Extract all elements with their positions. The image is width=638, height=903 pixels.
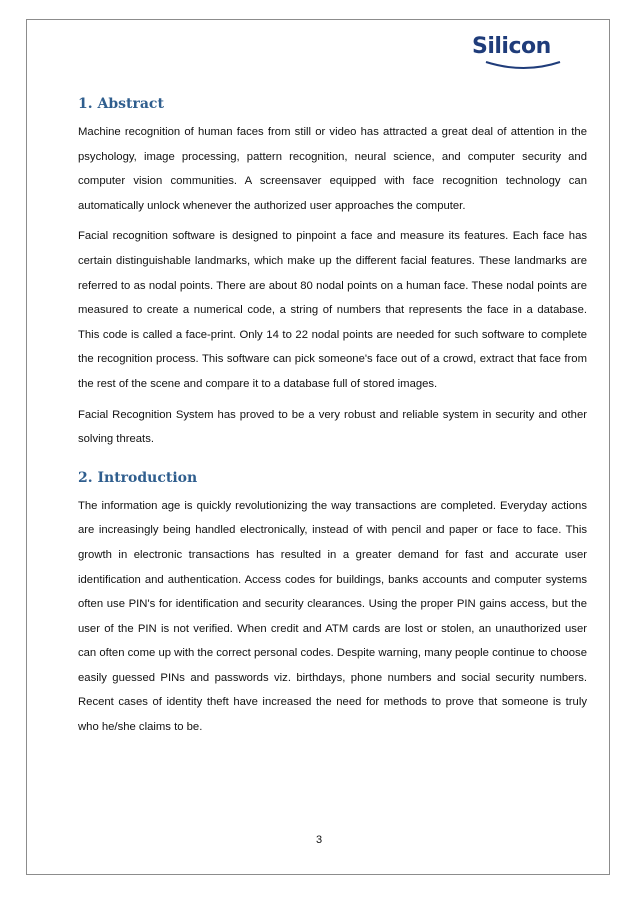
introduction-paragraph: The information age is quickly revolutionizing the way transactions are completed. Everyday actions are increasingly being handled electronically, instead of with pencil and paper or face to face. This growth in electronic transactions has resulted in a greater demand for fast and accurate user identification and authentication. Access codes for buildings, banks accounts and computer systems often use PIN's for identification and security clearances. Using the proper PIN gains access, but the user of the PIN is not verified. When credit and ATM cards are lost or stolen, an unauthorized user can often come up with the correct personal codes. Despite warning, many people continue to choose easily guessed PINs and passwords viz. birthdays, phone numbers and social security numbers. Recent cases of identity theft have increased the need for methods to prove that someone is truly who he/she claims to be.	[78, 499, 587, 734]
abstract-paragraph: Facial Recognition System has proved to be a very robust and reliable system in security and other solving threats.	[78, 408, 587, 446]
abstract-paragraph: Machine recognition of human faces from still or video has attracted a great deal of attention in the psychology, image processing, pattern recognition, neural science, and computer security and computer vision communities. A screensaver equipped with face recognition technology can automatically unlock whenever the authorized user approaches the computer.	[78, 126, 587, 212]
introduction-heading: 2. Introduction	[78, 469, 198, 486]
introduction-section	[78, 468, 587, 740]
document-body	[78, 94, 587, 746]
abstract-section	[78, 94, 587, 452]
abstract-paragraph: Facial recognition software is designed to pinpoint a face and measure its features. Each face has certain distinguishable landmarks, which make up the different facial features. These landmarks are referred to as nodal points. There are about 80 nodal points on a human face. These nodal points are measured to create a numerical code, a string of numbers that represents the face in a database. This code is called a face-print. Only 14 to 22 nodal points are needed for such software to complete the recognition process. This software can pick someone's face out of a crowd, extract that face from the rest of the scene and compare it to a database full of stored images.	[78, 230, 587, 390]
silicon-logo	[472, 34, 572, 74]
logo-arc-icon	[484, 60, 562, 72]
logo-text: Silicon	[472, 34, 551, 59]
page-number: 3	[315, 834, 323, 846]
abstract-heading: 1. Abstract	[78, 96, 164, 112]
